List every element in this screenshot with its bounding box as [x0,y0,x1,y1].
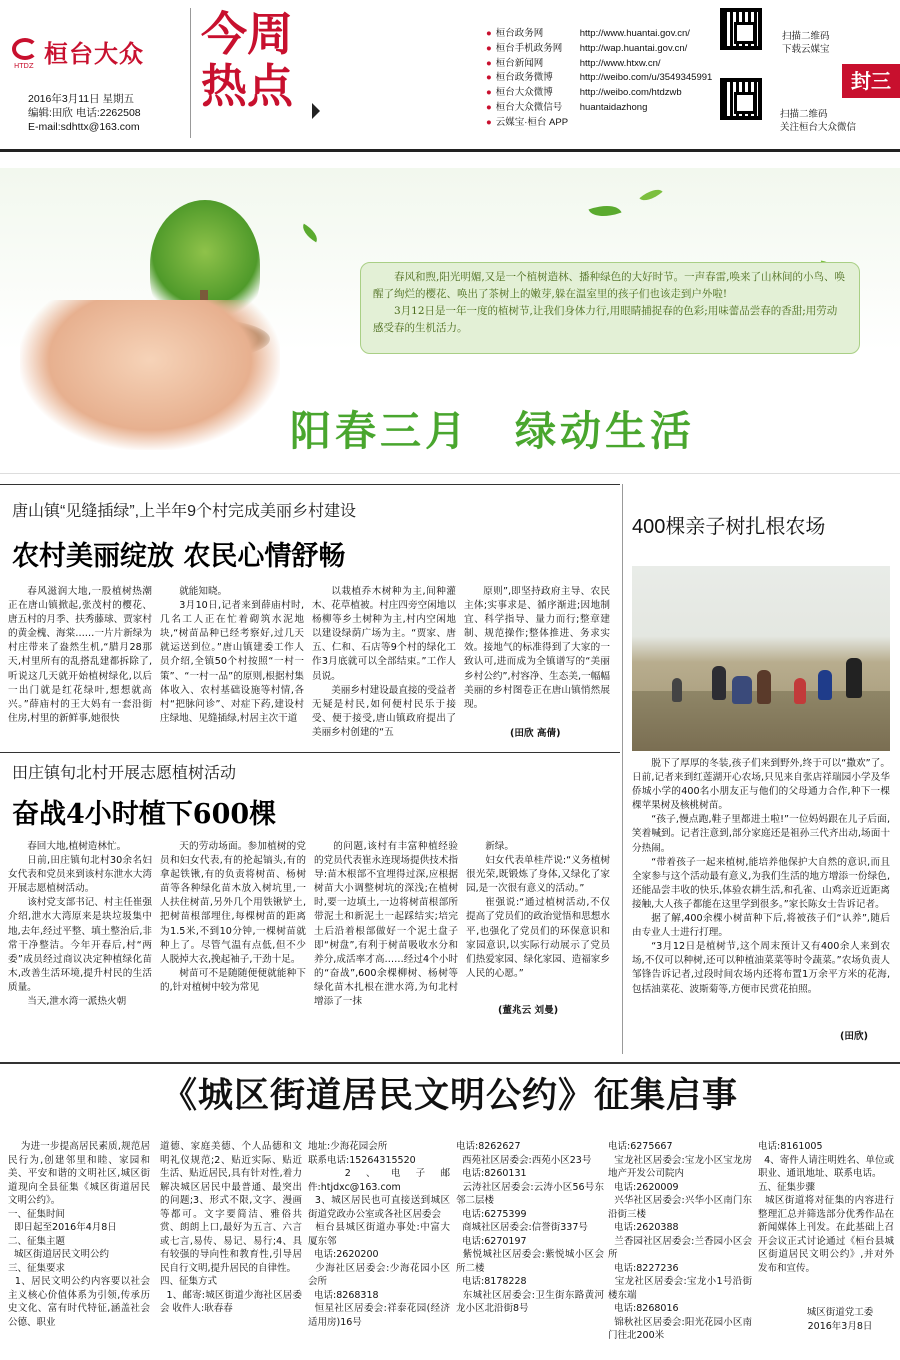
paragraph: 的问题,该村有丰富种植经验的党员代表崔永连现场提供技术指导:苗木根部不宜埋得过深,应根据树苗大小调整树坑的深浅;在植树时,要一边填土,一边将树苗根部所带泥土和新泥土一起踩结实;培完土后沿着根部做好一个泥土盘子即“树盘”,有利于树苗吸收水分和养分,成活率才高……经过4个小时的“奋战”,600余棵柳树、杨树等绿化苗木扎根在泄水湾,为旬北村增添了一抹 [314,841,458,1008]
paragraph: 新绿。 [485,841,514,852]
qr1-line2: 下载云媒宝 [782,44,830,55]
banner-title: 阳春三月 绿动生活 [290,407,695,455]
bullet-icon: ● [486,57,492,69]
person-figure [732,676,752,704]
paragraph: 以栽植乔木树种为主,间种灌木、花草植被。村庄四旁空闲地以杨柳等乡土树种为主,村内空闲地以建设绿荫广场为主。“贾家、唐五、仁和、石店等9个村的绿化工作3月底就可以全部结束。”工作人员说。 [312,586,456,682]
notice-text: 电话:8161005 4、寄件人请注明姓名、单位或职业、通讯地址、联系电话。 五、征集步骤 城区街道将对征集的内容进行整理汇总并筛选部分优秀作品在新闻媒体上刊发。在此基础上召开会议正式讨论通过《桓台县城区街道居民文明公约》,并对外发布和宣传。 [758,1141,894,1274]
link-row[interactable] [486,27,712,42]
paragraph: 原则”,即坚持政府主导、农民主体;实事求是、循序渐进;因地制宜、科学指导、量力而行;整章建制、规范操作;整体推进、务求实效。接地气的标准得到了大家的一致认可,进而成为全镇谱写的“美丽乡村公约”,村容净、生态美,一幅幅美丽的乡村图卷正在唐山镇悄然展现。 [464,586,610,710]
link-url[interactable]: http://www.huantai.gov.cn/ [579,28,690,39]
link-url[interactable]: http://wap.huantai.gov.cn/ [579,42,688,54]
notice-text: 道德、家庭美德、个人品德和文明礼仪规范;2、贴近实际、贴近生活、贴近居民,具有针对性,着力解决城区居民中最普通、最突出的问题;3、形式不限,文字、漫画等都可。文字要简洁、雅俗共赏、朗朗上口,最好为五言、六言或七言,易传、易记、易行;4、具有较强的导向性和教育性,引导居民自行文明,提升居民的自律性。 四、征集方式 1、邮寄:城区街道少海社区居委会 收件人:耿春春 [160,1141,302,1314]
section-title-line2: 热点 [201,59,293,113]
link-url[interactable]: http://weibo.com/htdzwb [579,87,682,99]
link-row[interactable] [486,71,712,86]
website-links [486,27,712,131]
article2-byline: (董兆云 刘曼) [498,1005,559,1016]
article3-photo [632,566,890,751]
article1-col1 [8,585,152,751]
article1-col3 [312,585,456,751]
bullet-icon: ● [486,28,492,39]
paragraph: 美丽乡村建设最直接的受益者无疑是村民,如何便村民乐于接受、便于接受,唐山镇政府提出了美丽乡村创建的“五 [312,684,456,738]
article2-col4 [466,840,610,1000]
link-name: 桓台大众微博 [495,87,553,99]
article1-col4 [464,585,610,725]
qr2-caption [780,108,856,134]
paragraph: 春风滋润大地,一股植树热潮正在唐山镇掀起,张茂村的樱花、唐五村的月季、扶秀藤球、贾家村的黄金槐、海棠……一片片新绿为村庄带来了盎然生机,“腊月28那天,村里所有的乱搭乱建都拆除了,听说这几天就开始植树绿化,以后一出门就是红花绿叶,想想就高兴。”薛庙村的王大妈有一套沿街住房,村里的新鲜事,她很快 [8,586,152,724]
article1-col2 [160,585,304,751]
paragraph: 树苗可不是随随便便就能种下的,针对植树中较为常见 [160,967,306,993]
notice-text: 为进一步提高居民素质,规范居民行为,创建邻里和睦、家园和美、平安和谐的文明社区,城区街道现向全县征集《城区街道居民文明公约》。 一、征集时间 即日起至2016年4月8日 二、征集主题 城区街道居民文明公约 三、征集要求 1、居民文明公约内容要以社会主义核心价值体系为引领,传承历史文化、富有时代特征,涵盖社会公德、职业 [8,1141,150,1328]
article1-kicker: 唐山镇“见缝插绿”,上半年9个村完成美丽乡村建设 [12,503,357,520]
paragraph: 据了解,400余棵小树苗种下后,将被孩子们“认养”,随后由专业人士进行打理。 [632,913,890,939]
person-figure [672,678,682,702]
logo-icon [12,38,38,60]
notice-col5 [608,1140,752,1354]
bullet-icon: ● [486,116,492,128]
link-name: 桓台政务微博 [495,72,553,84]
banner-quote [360,262,860,354]
email-line: E-mail:sdhttx@163.com [28,121,140,133]
article2-col3 [314,840,458,1044]
link-name: 桓台政务网 [495,28,544,39]
link-name: 云媒宝·桓台 APP [495,116,569,128]
article1-byline: (田欣 高倩) [510,728,561,739]
person-figure [818,670,832,700]
article2-kicker: 田庄镇旬北村开展志愿植树活动 [12,765,237,782]
paragraph: 该村党支部书记、村主任崔强介绍,泄水大湾原来是块垃圾集中地,去年,经过平整、填土整治后,非常干净整洁。今年开春后,村“两委”成员经过商议决定种植绿化苗木,改善生活环境,提升村民的生活质量。 [8,897,152,993]
notice-title: 《城区街道居民文明公约》征集启事 [161,1075,738,1116]
newspaper-logo: 桓台大众 [44,39,144,68]
masthead-info [28,92,141,134]
article3-body [632,757,890,1027]
paragraph: 崔强说:“通过植树活动,不仅提高了党员们的政治觉悟和思想水平,也强化了党员们的环保意识和家园意识,以实际行动展示了党员们热爱家园、绿化家园、造福家乡人民的心愿。” [466,897,610,979]
bullet-icon: ● [486,72,492,84]
article3-byline: (田欣) [840,1031,868,1042]
article2-col1 [8,840,152,1044]
page-tag: 封三 [842,64,900,98]
paragraph: “孩子,慢点跑,鞋子里都进土啦!”一位妈妈跟在儿子后面,笑着喊到。记者注意到,部分家庭还是祖孙三代齐出动,场面十分热闹。 [632,814,890,854]
bullet-icon: ● [486,42,492,54]
qr2-line1: 扫描二维码 [780,109,828,120]
notice-signature [790,1306,890,1333]
link-name: 桓台大众微信号 [495,101,563,113]
notice-text: 电话:6275667 宝龙社区居委会:宝龙小区宝龙房地产开发公司院内 电话:2620009 兴华社区居委会:兴华小区南门东沿街三楼 电话:2620388 兰香园社区居委会:兰香园小区会所 电话:8227236 宝龙社区居委会:宝龙小1号沿街楼东端 电话:8268016 锦秋社区居委会:阳光花园小区南门往北200米 [608,1141,752,1341]
signature-org: 城区街道党工委 [806,1307,874,1318]
quote-paragraph: 春风和煦,阳光明媚,又是一个植树造林、播种绿色的大好时节。一声春雷,唤来了山林间的小鸟、唤醒了绚烂的樱花、唤出了茶树上的嫩芽,躲在温室里的孩子们也该走到户外啦! [373,271,846,300]
divider [0,752,620,753]
notice-text: 电话:8262627 西苑社区居委会:西苑小区23号 电话:8260131 云涛社区居委会:云涛小区56号东邻二层楼 电话:6275399 商城社区居委会:信誉街337号 电话:6270197 紫悦城社区居委会:紫悦城小区会所二楼 电话:8178228 东城社区居委会:卫生街东路黄河龙小区北沿街8号 [456,1141,604,1314]
editor-line: 编辑:田欣 电话:2262508 [28,107,141,119]
link-url[interactable]: huantaidazhong [579,101,648,113]
hands-illustration [20,300,280,450]
arrow-icon [312,103,320,119]
link-url[interactable]: http://weibo.com/u/3549345991 [579,72,713,84]
link-url[interactable]: http://www.htxw.cn/ [579,57,661,69]
qr-code-icon [720,8,762,50]
article2-col2 [160,840,306,1044]
notice-col4 [456,1140,604,1354]
paragraph: 春回大地,植树造林忙。 [27,841,127,852]
notice-col2 [160,1140,302,1354]
link-row[interactable] [486,57,712,72]
bullet-icon: ● [486,101,492,113]
notice-text: 地址:少海花园会所 联系电话:15264315520 2、电子邮件:htjdxc@163.com 3、城区居民也可直接送到城区街道党政办公室或各社区居委会 桓台县城区街道办事处:中富大厦东邻 电话:2620200 少海社区居委会:少海花园小区会所 电话:8268318 恒星社区居委会:祥泰花园(经济适用房)16号 [308,1141,450,1328]
link-row[interactable] [486,101,712,116]
logo-sub: HTDZ [14,62,34,70]
article2-headline: 奋战4小时植下600棵 [12,799,277,830]
section-title [190,8,318,138]
link-name: 桓台手机政务网 [495,42,563,54]
paragraph: 天的劳动场面。参加植树的党员和妇女代表,有的抡起镐头,有的拿起铁锹,有的负责将树苗、杨树苗等各种绿化苗木放入树坑里,一人扶住树苗,另外几个用铁锹铲土,把树苗根部埋住,每棵树苗的距离为1.5米,不到10分钟,一棵树苗就种上了。尽管气温有点低,但不少人脱掉大衣,挽起袖子,干劲十足。 [160,841,306,965]
bullet-icon: ● [486,87,492,99]
paragraph: 妇女代表单桂芹说:“义务植树很光荣,既锻炼了身体,又绿化了家园,是一次很有意义的活动。” [466,855,610,895]
column-divider [622,484,623,1054]
divider [0,484,620,485]
notice-col1 [8,1140,150,1354]
paragraph: 脱下了厚厚的冬装,孩子们来到野外,终于可以“撒欢”了。日前,记者来到红莲湖开心农场,只见来自张店祥瑞园小学及华侨城小学的400名小朋友正与他们的父母通力合作,种下一棵棵苹果树及核桃树苗。 [632,758,890,812]
link-row[interactable] [486,42,712,57]
paragraph: 当天,泄水湾一派热火朝 [27,996,127,1008]
paragraph: “带着孩子一起来植树,能培养他保护大自然的意识,而且全家参与这个活动最有意义,为我们生活的地方增添一份绿色,还能品尝丰收的快乐,体验农耕生活,和孔雀、山鸡亲近近距离接触,大人孩子都能在这里学到很多。”家长陈女士告诉记者。 [632,856,890,910]
person-figure [712,666,726,700]
link-row[interactable] [486,116,712,131]
person-figure [846,658,862,698]
person-figure [757,670,771,704]
paragraph: 日前,田庄镇旬北村30余名妇女代表和党员来到该村东泄水大湾开展志愿植树活动。 [8,855,152,895]
qr1-line1: 扫描二维码 [782,31,830,42]
paragraph: 就能知晓。 [179,586,228,597]
qr2-line2: 关注桓台大众微信 [780,122,857,133]
paragraph: “3月12日是植树节,这个周末预计又有400余人来到农场,不仅可以种树,还可以种植油菜菜等时令蔬菜。”农场负责人邹锋告诉记者,过段时间农场内还将布置1万余平方米的花海,包括油菜花、波斯菊等,方便市民赏花拍照。 [632,941,890,995]
quote-paragraph: 3月12日是一年一度的植树节,让我们身体力行,用眼睛捕捉春的色彩;用味蕾品尝春的香甜;用劳动感受春的生机活力。 [373,305,838,334]
paragraph: 3月10日,记者来到薛庙村时,几名工人正在忙着砌筑水泥地块,“树苗品种已经考察好,过几天就运送到位。”唐山镇建委工作人员介绍,全镇50个村按照“一村一策”、“一村一品”的原则,根据村集体收入、农村基础设施等村情,各村“把脉问诊”、对症下药,建设村庄绿地、见缝插绿,村居主次干道 [160,600,304,724]
qr1-caption [782,30,830,56]
section-title-line1: 今周 [201,7,293,61]
qr-code-icon [720,78,762,120]
article3-headline: 400棵亲子树扎根农场 [632,516,826,538]
link-row[interactable] [486,86,712,101]
article1-headline: 农村美丽绽放 农民心情舒畅 [12,541,346,572]
signature-date: 2016年3月8日 [807,1320,873,1332]
notice-col3 [308,1140,450,1354]
issue-date: 2016年3月11日 星期五 [28,93,135,105]
person-figure [794,678,806,704]
notice-col6 [758,1140,894,1300]
link-name: 桓台新闻网 [495,57,544,69]
